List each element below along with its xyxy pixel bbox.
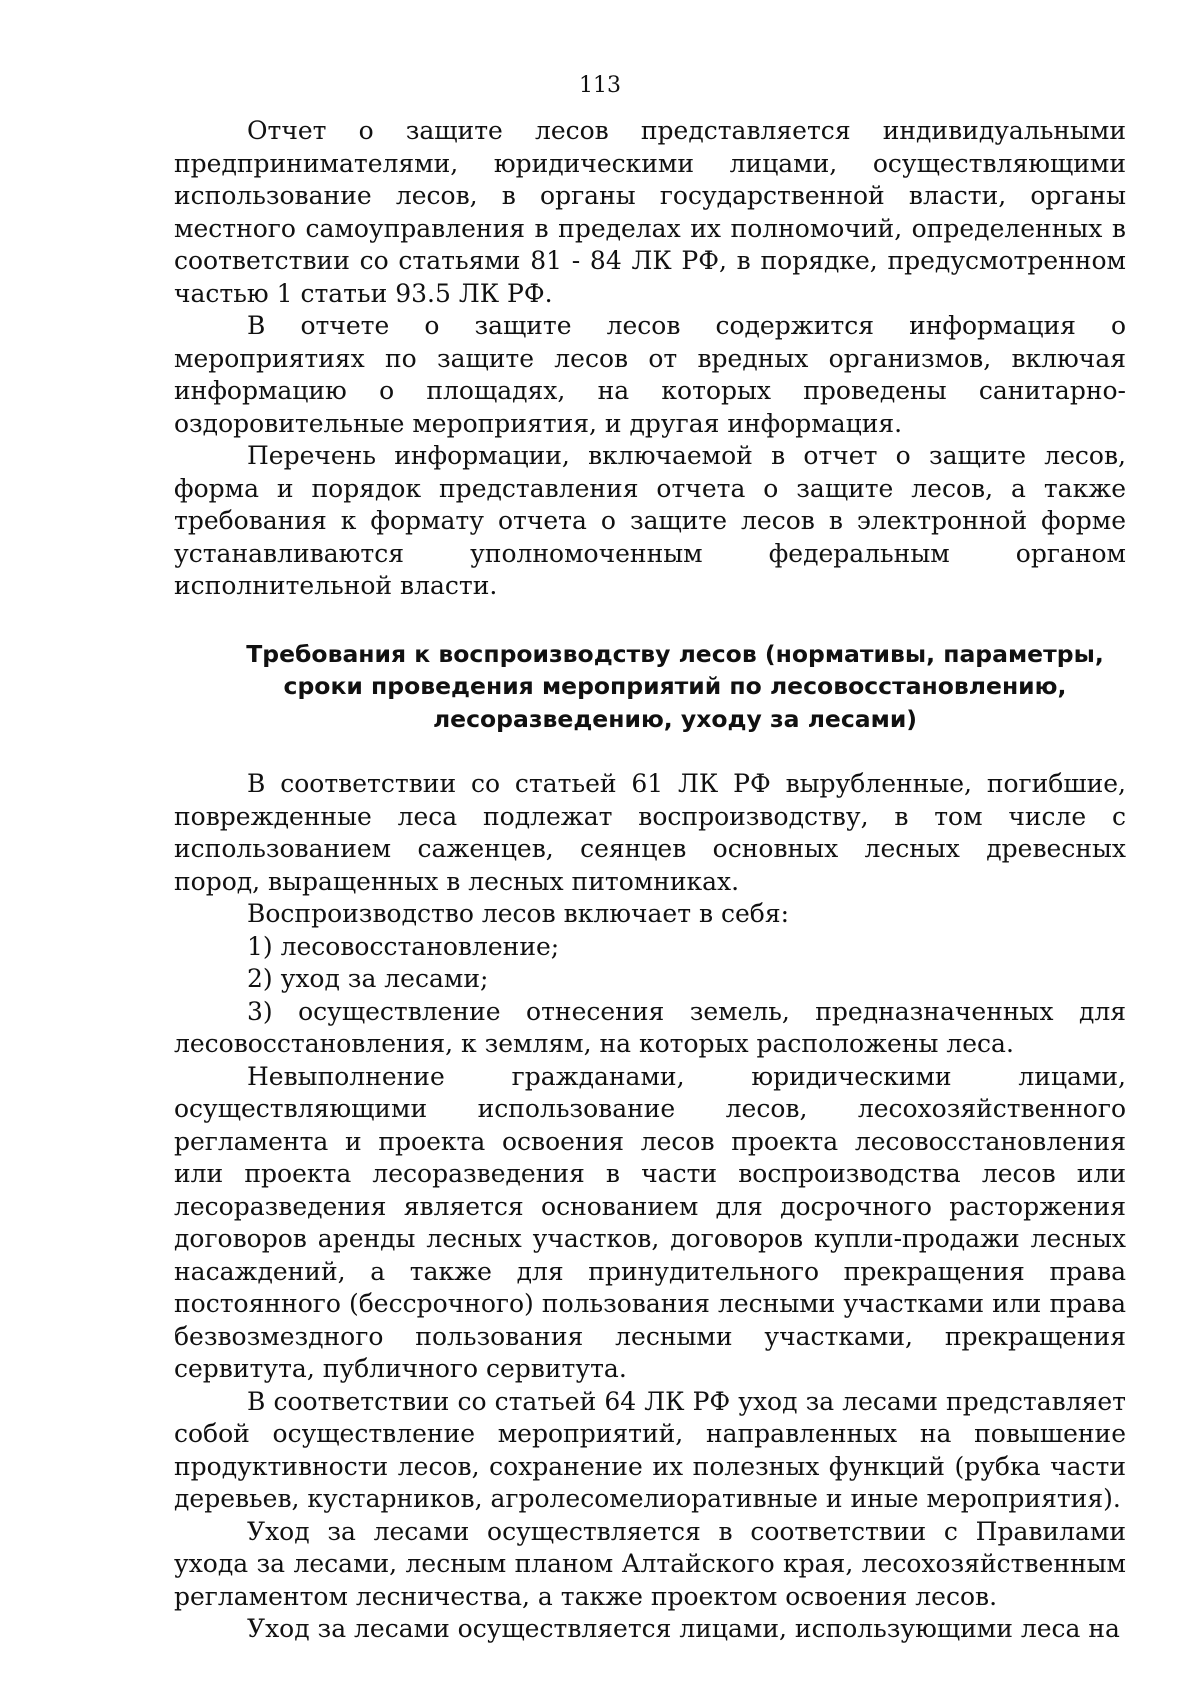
paragraph: В соответствии со статьей 61 ЛК РФ вырубленные, погибшие, поврежденные леса подлежат воспроизводству, в том числе с использованием саженцев, сеянцев основных лесных древесных пород, выращенных в лесных питомниках.: [174, 769, 1126, 896]
paragraph: Отчет о защите лесов представляется индивидуальными предпринимателями, юридическими лицами, осуществляющими использование лесов, в органы государственной власти, органы местного самоуправления в пределах их полномочий, определенных в соответствии со статьями 81 - 84 ЛК РФ, в порядке, предусмотренном частью 1 статьи 93.5 ЛК РФ.: [174, 116, 1126, 308]
paragraph: Уход за лесами осуществляется в соответствии с Правилами ухода за лесами, лесным планом Алтайского края, лесохозяйственным регламентом лесничества, а также проектом освоения лесов.: [174, 1516, 1126, 1611]
section-heading: [174, 638, 1126, 736]
paragraph: Уход за лесами осуществляется лицами, использующими леса на: [247, 1614, 1120, 1643]
section-heading-line: Требования к воспроизводству лесов (нормативы, параметры,: [246, 639, 1104, 668]
paragraph: В отчете о защите лесов содержится информация о мероприятиях по защите лесов от вредных организмов, включая информацию о площадях, на которых проведены санитарно-оздоровительные мероприятия, и другая информация.: [174, 311, 1126, 438]
paragraph: Невыполнение гражданами, юридическими лицами, осуществляющими использование лесов, лесохозяйственного регламента и проекта освоения лесов проекта лесовосстановления или проекта лесоразведения в части воспроизводства лесов или лесоразведения является основанием для досрочного расторжения договоров аренды лесных участков, договоров купли-продажи лесных насаждений, а также для принудительного прекращения права постоянного (бессрочного) пользования лесными участками или права безвозмездного пользования лесными участками, прекращения сервитута, публичного сервитута.: [174, 1061, 1126, 1383]
section-heading-line: сроки проведения мероприятий по лесовосстановлению,: [283, 672, 1067, 700]
document-body: [174, 115, 1126, 1646]
list-item: 2) уход за лесами;: [247, 964, 489, 993]
page-number: 113: [579, 73, 621, 98]
list-item: 3) осуществление отнесения земель, предназначенных для лесовосстановления, к землям, на которых расположены леса.: [174, 996, 1126, 1058]
paragraph: В соответствии со статьей 64 ЛК РФ уход за лесами представляет собой осуществление мероприятий, направленных на повышение продуктивности лесов, сохранение их полезных функций (рубка части деревьев, кустарников, агролесомелиоративные и иные мероприятия).: [174, 1386, 1126, 1513]
section-heading-line: лесоразведению, уходу за лесами): [432, 704, 918, 733]
paragraph: Воспроизводство лесов включает в себя:: [247, 899, 790, 928]
list-item: 1) лесовосстановление;: [247, 931, 560, 961]
paragraph: Перечень информации, включаемой в отчет о защите лесов, форма и порядок представления отчета о защите лесов, а также требования к формату отчета о защите лесов в электронной форме устанавливаются уполномоченным федеральным органом исполнительной власти.: [174, 441, 1126, 600]
